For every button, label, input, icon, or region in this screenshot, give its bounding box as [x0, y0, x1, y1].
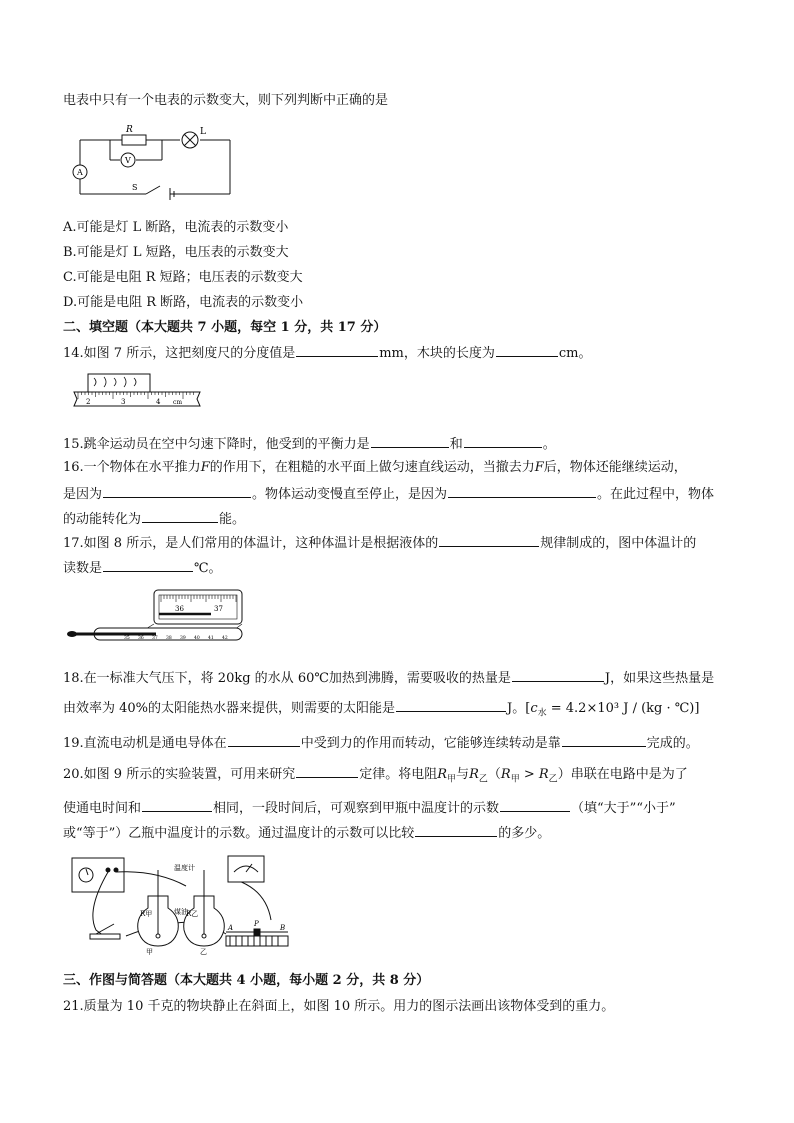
- label-s: S: [132, 183, 138, 192]
- answer-blank[interactable]: [512, 668, 604, 682]
- q18-line2: 由效率为 40%的太阳能热水器来提供，则需要的太阳能是 J。[$c_水 = 4.2\times 10^3$ J / (kg · ℃)]: [63, 698, 699, 723]
- answer-blank[interactable]: [142, 509, 218, 523]
- resistor-r: [122, 135, 146, 145]
- label-jia: 甲: [146, 948, 153, 956]
- thermometer-figure: [66, 588, 246, 644]
- wood-block: [88, 374, 150, 392]
- thermometer-scale-label: 35: [124, 636, 130, 641]
- label-r-yi: R乙: [186, 910, 199, 918]
- q13-option-c: C.可能是电阻 R 短路；电压表的示数变大: [63, 270, 303, 285]
- q15-text: 15.跳伞运动员在空中匀速下降时，他受到的平衡力是 和 。: [63, 434, 556, 454]
- q17-line2: 读数是 ℃。: [63, 558, 222, 578]
- answer-blank[interactable]: [228, 733, 300, 747]
- label-r: R: [126, 125, 133, 135]
- ruler-figure: [70, 370, 205, 418]
- rheostat: [226, 936, 288, 946]
- answer-blank[interactable]: [448, 484, 596, 498]
- answer-blank[interactable]: [296, 343, 378, 357]
- label-thermometer: 温度计: [174, 864, 195, 872]
- joule-heating-apparatus: [66, 850, 296, 956]
- thermometer-scale-label: 41: [208, 636, 214, 641]
- label-l: L: [200, 127, 206, 137]
- zoom-label-36: 36: [175, 605, 184, 613]
- circuit-diagram: [70, 120, 240, 202]
- zoom-label-37: 37: [214, 605, 223, 613]
- answer-blank[interactable]: [371, 434, 449, 448]
- section3-title: 三、作图与简答题（本大题共 4 小题，每小题 2 分，共 8 分）: [63, 973, 430, 988]
- power-supply: [72, 858, 124, 892]
- q16-line2: 是因为 。物体运动变慢直至停止，是因为 。在此过程中，物体: [63, 484, 714, 504]
- thermometer-scale-label: 38: [166, 636, 172, 641]
- answer-blank[interactable]: [464, 434, 542, 448]
- switch: [90, 934, 120, 939]
- q18-line1: 18.在一标准大气压下，将 20kg 的水从 60℃加热到沸腾，需要吸收的热量是 J，如果这些热量是: [63, 668, 714, 688]
- q13-stem: 电表中只有一个电表的示数变大，则下列判断中正确的是: [63, 93, 389, 108]
- label-r-jia: R甲: [140, 910, 153, 918]
- answer-blank[interactable]: [439, 533, 539, 547]
- label-a: A: [77, 168, 83, 177]
- answer-blank[interactable]: [396, 698, 506, 712]
- thermometer-scale-label: 39: [180, 636, 186, 641]
- q21-text: 21.质量为 10 千克的物块静止在斜面上，如图 10 所示。用力的图示法画出该物体受到的重力。: [63, 999, 615, 1014]
- thermometer-scale-label: 36: [138, 636, 144, 641]
- label-b: B: [280, 924, 286, 932]
- label-v: V: [125, 156, 131, 165]
- ruler-label-4: 4: [156, 398, 161, 406]
- ruler-label-2: 2: [86, 398, 91, 406]
- section2-title: 二、填空题（本大题共 7 小题，每空 1 分，共 17 分）: [63, 320, 387, 335]
- q14-text: 14.如图 7 所示，这把刻度尺的分度值是 mm，木块的长度为 cm。: [63, 343, 591, 363]
- q13-option-d: D.可能是电阻 R 断路，电流表的示数变小: [63, 295, 304, 310]
- meter: [228, 856, 264, 882]
- answer-blank[interactable]: [103, 558, 193, 572]
- thermometer-scale-label: 42: [222, 636, 228, 641]
- thermometer-scale-label: 37: [152, 636, 158, 641]
- q13-option-a: A.可能是灯 L 断路，电流表的示数变小: [63, 220, 289, 235]
- q16-line3: 的动能转化为 能。: [63, 509, 245, 529]
- answer-blank[interactable]: [562, 733, 646, 747]
- ruler-label-3: 3: [121, 398, 126, 406]
- q20-line2: 使通电时间和 相同，一段时间后，可观察到甲瓶中温度计的示数 （填“大于”“小于”: [63, 798, 676, 818]
- q20-line3: 或“等于”）乙瓶中温度计的示数。通过温度计的示数可以比较 的多少。: [63, 823, 550, 843]
- q17-line1: 17.如图 8 所示，是人们常用的体温计，这种体温计是根据液体的 规律制成的，图中体温计的: [63, 533, 696, 553]
- q19-text: 19.直流电动机是通电导体在 中受到力的作用而转动，它能够连续转动是靠 完成的。: [63, 733, 699, 753]
- q13-option-b: B.可能是灯 L 短路，电压表的示数变大: [63, 245, 289, 260]
- q20-line1: 20.如图 9 所示的实验装置，可用来研究 定律。将电阻$R_甲$与$R_乙(R_甲 > R_乙)$串联在电路中是为了: [63, 764, 688, 789]
- answer-blank[interactable]: [500, 798, 570, 812]
- ruler-label-cm: cm: [173, 399, 183, 406]
- answer-blank[interactable]: [415, 823, 497, 837]
- label-kerosene: 煤油: [174, 908, 188, 916]
- label-yi: 乙: [200, 948, 207, 956]
- answer-blank[interactable]: [142, 798, 212, 812]
- answer-blank[interactable]: [103, 484, 251, 498]
- label-p: P: [254, 920, 259, 928]
- label-a: A: [228, 924, 234, 932]
- q16-line1: 16.一个物体在水平推力F的作用下，在粗糙的水平面上做匀速直线运动，当撤去力F后，物体还能继续运动，: [63, 460, 687, 475]
- thermometer-scale-label: 40: [194, 636, 200, 641]
- answer-blank[interactable]: [496, 343, 558, 357]
- answer-blank[interactable]: [296, 764, 358, 778]
